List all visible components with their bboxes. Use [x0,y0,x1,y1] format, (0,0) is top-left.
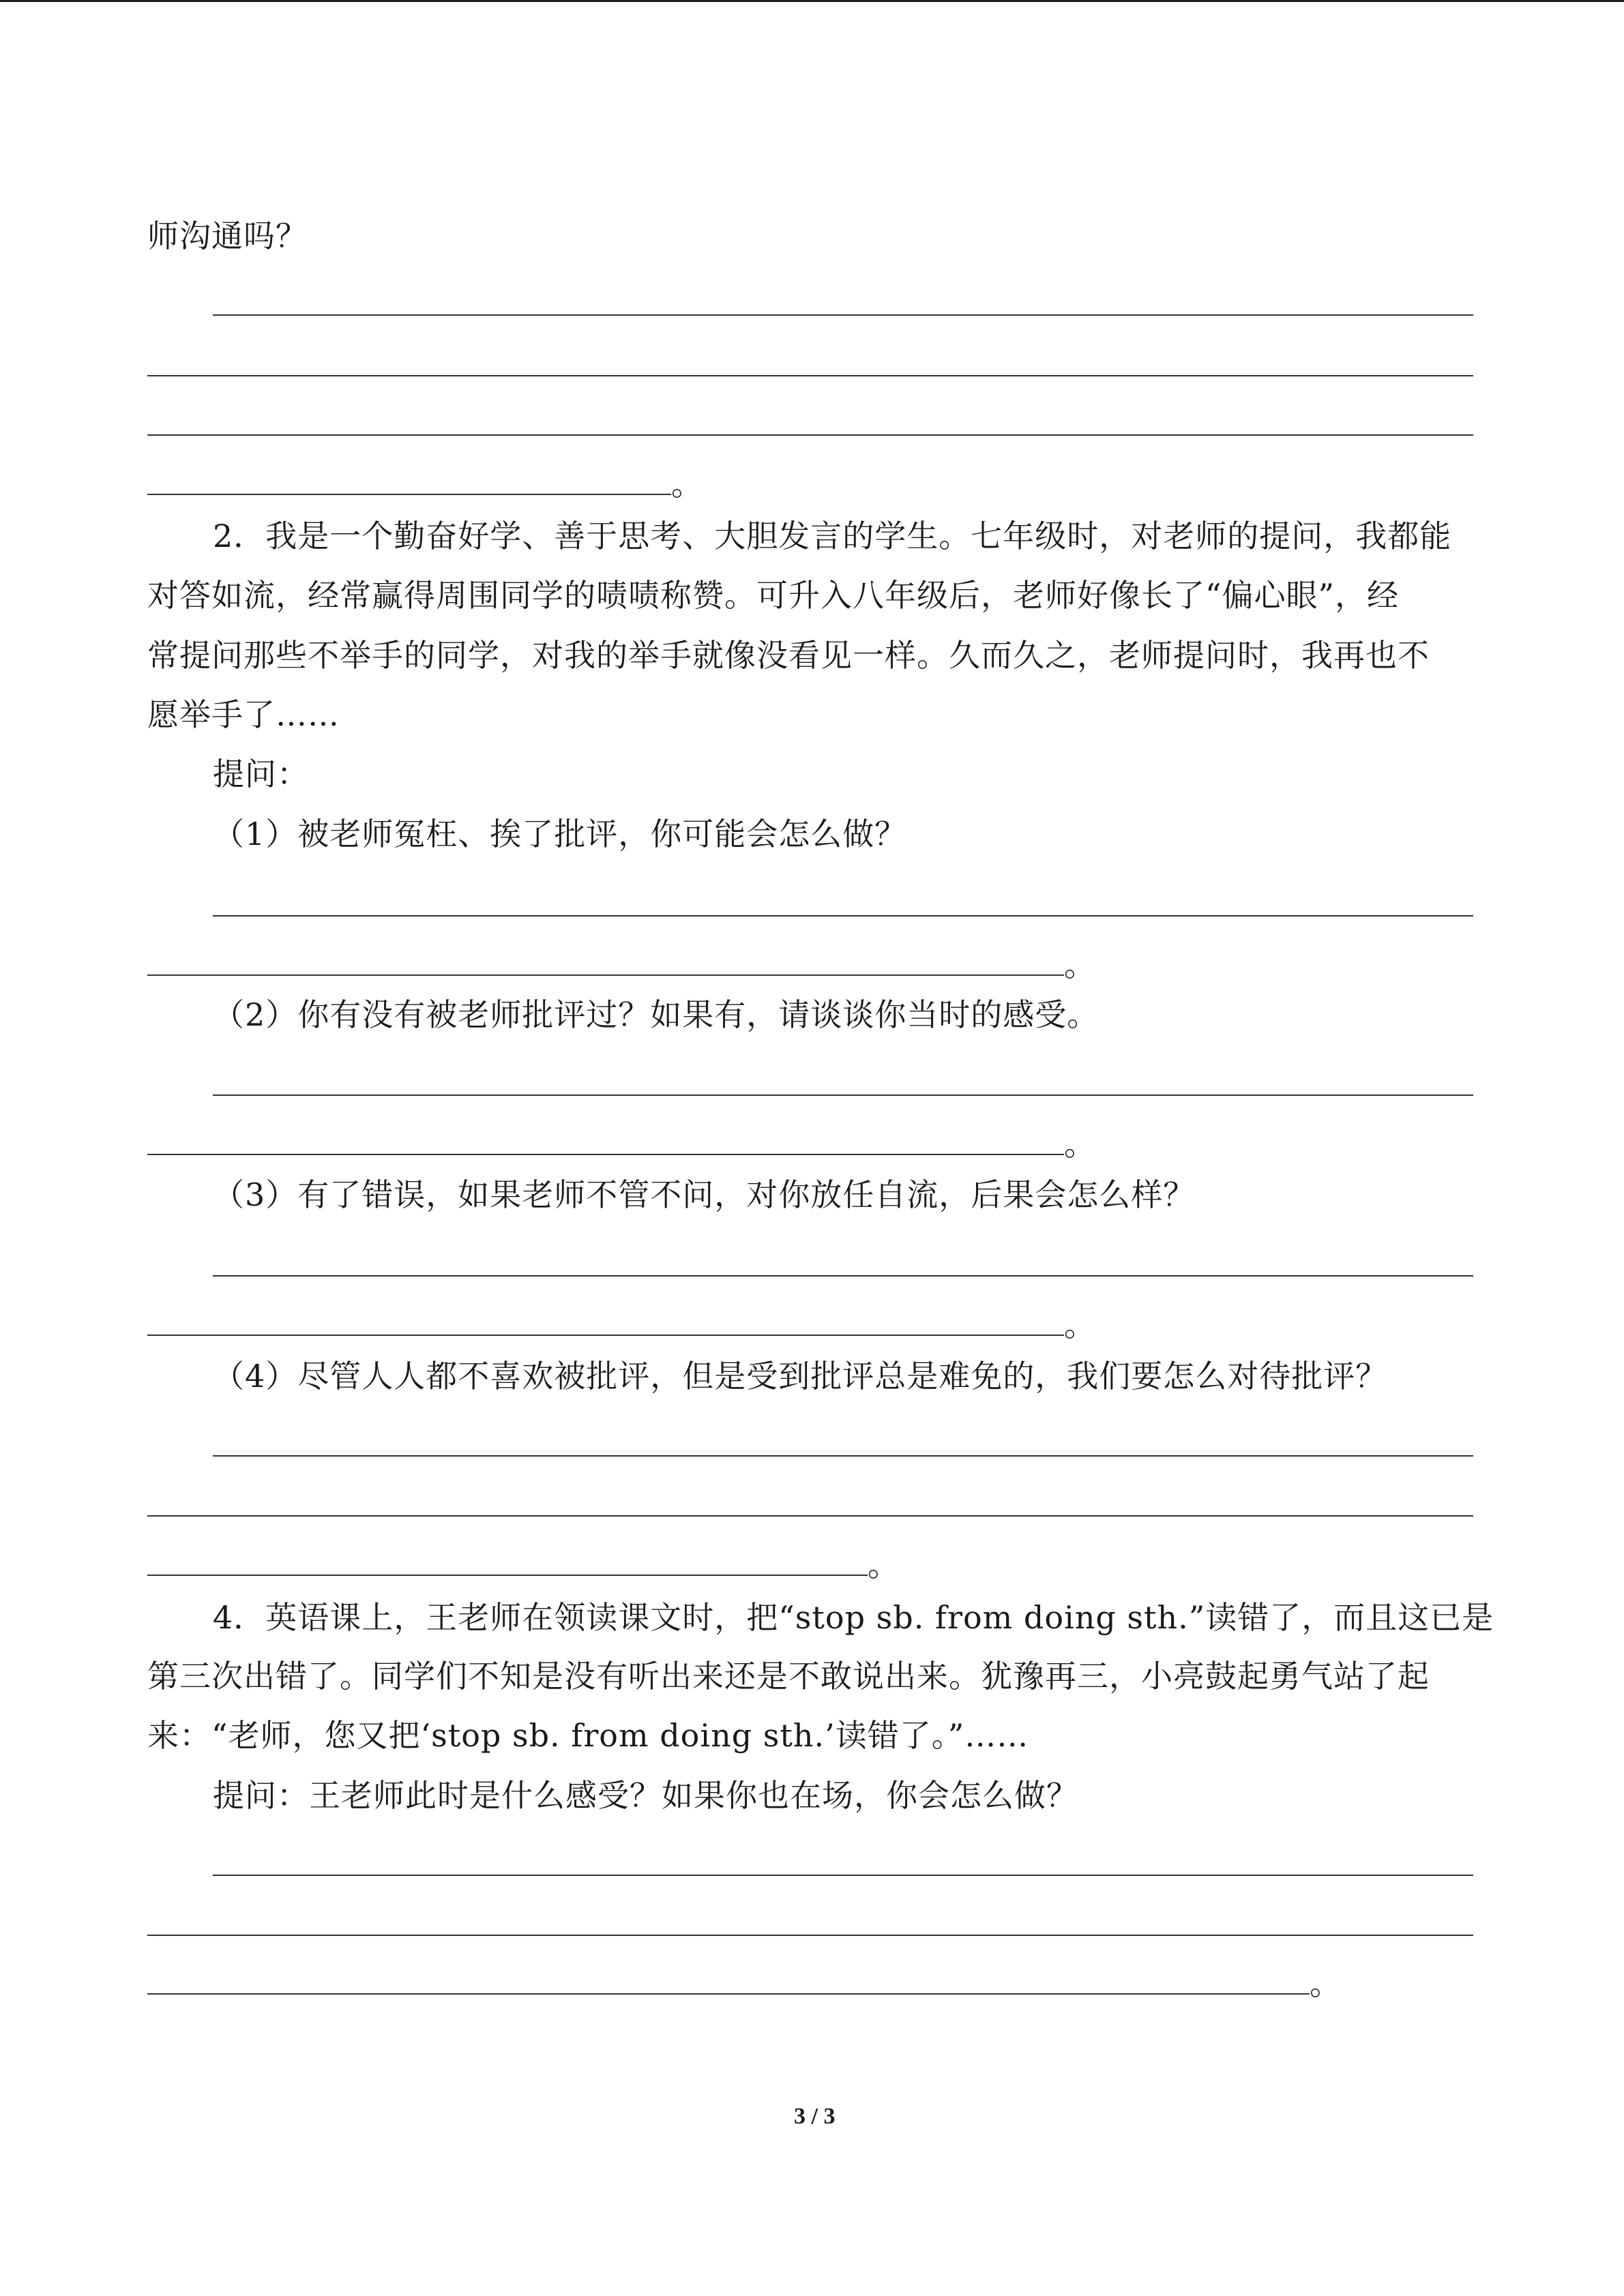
answer-line[interactable] [213,915,1473,916]
answer-line[interactable] [147,375,1473,376]
answer-line[interactable] [147,1935,1473,1936]
answer-line[interactable] [147,1154,1064,1155]
period-mark: 。 [1064,1126,1095,1163]
intro-tail-text: 师沟通吗？ [147,218,308,254]
answer-line[interactable] [213,1875,1473,1876]
period-mark: 。 [1064,946,1095,983]
page-top-border [0,0,1624,2]
q2-sub-question-1: （1）被老师冤枉、挨了批评，你可能会怎么做？ [213,816,907,852]
period-mark: 。 [868,1547,899,1583]
answer-line[interactable] [213,1094,1473,1096]
period-mark: 。 [1064,1307,1095,1343]
answer-line[interactable] [147,1335,1064,1336]
q2-sub-question-3: （3）有了错误，如果老师不管不问，对你放任自流，后果会怎么样？ [213,1176,1196,1213]
answer-line[interactable] [213,314,1473,316]
q2-sub-question-4: （4）尽管人人都不喜欢被批评，但是受到批评总是难免的，我们要怎么对待批评？ [213,1358,1388,1395]
page-number: 3 / 3 [794,2104,836,2129]
answer-line[interactable] [147,974,1064,976]
q2-prompt-label: 提问： [213,756,309,792]
answer-line[interactable] [213,1275,1473,1277]
answer-line[interactable] [213,1455,1473,1457]
q2-sub-question-2: （2）你有没有被老师批评过？如果有，请谈谈你当时的感受。 [213,996,1099,1033]
q2-paragraph-line: 愿举手了…… [147,696,340,733]
answer-line[interactable] [147,1515,1473,1517]
q2-paragraph-line: 2．我是一个勤奋好学、善于思考、大胆发言的学生。七年级时，对老师的提问，我都能 [213,518,1452,554]
answer-line[interactable] [147,494,671,495]
q4-prompt: 提问：王老师此时是什么感受？如果你也在场，你会怎么做？ [213,1777,1078,1814]
period-mark: 。 [671,466,703,503]
answer-line[interactable] [147,434,1473,436]
q4-paragraph-line: 第三次出错了。同学们不知是没有听出来还是不敢说出来。犹豫再三，小亮鼓起勇气站了起 [147,1658,1430,1695]
answer-line[interactable] [147,1575,868,1576]
q2-paragraph-line: 常提问那些不举手的同学，对我的举手就像没看见一样。久而久之，老师提问时，我再也不 [147,637,1430,674]
answer-line[interactable] [147,1993,1310,1995]
period-mark: 。 [1310,1965,1341,2002]
q2-paragraph-line: 对答如流，经常赢得周围同学的啧啧称赞。可升入八年级后，老师好像长了“偏心眼”，经 [147,577,1400,614]
q4-paragraph-line: 来：“老师，您又把‘stop sb. from doing sth.’读错了。”…… [147,1717,1029,1754]
q4-paragraph-line: 4．英语课上，王老师在领读课文时，把“stop sb. from doing sth.”读错了，而且这已是 [213,1599,1494,1636]
